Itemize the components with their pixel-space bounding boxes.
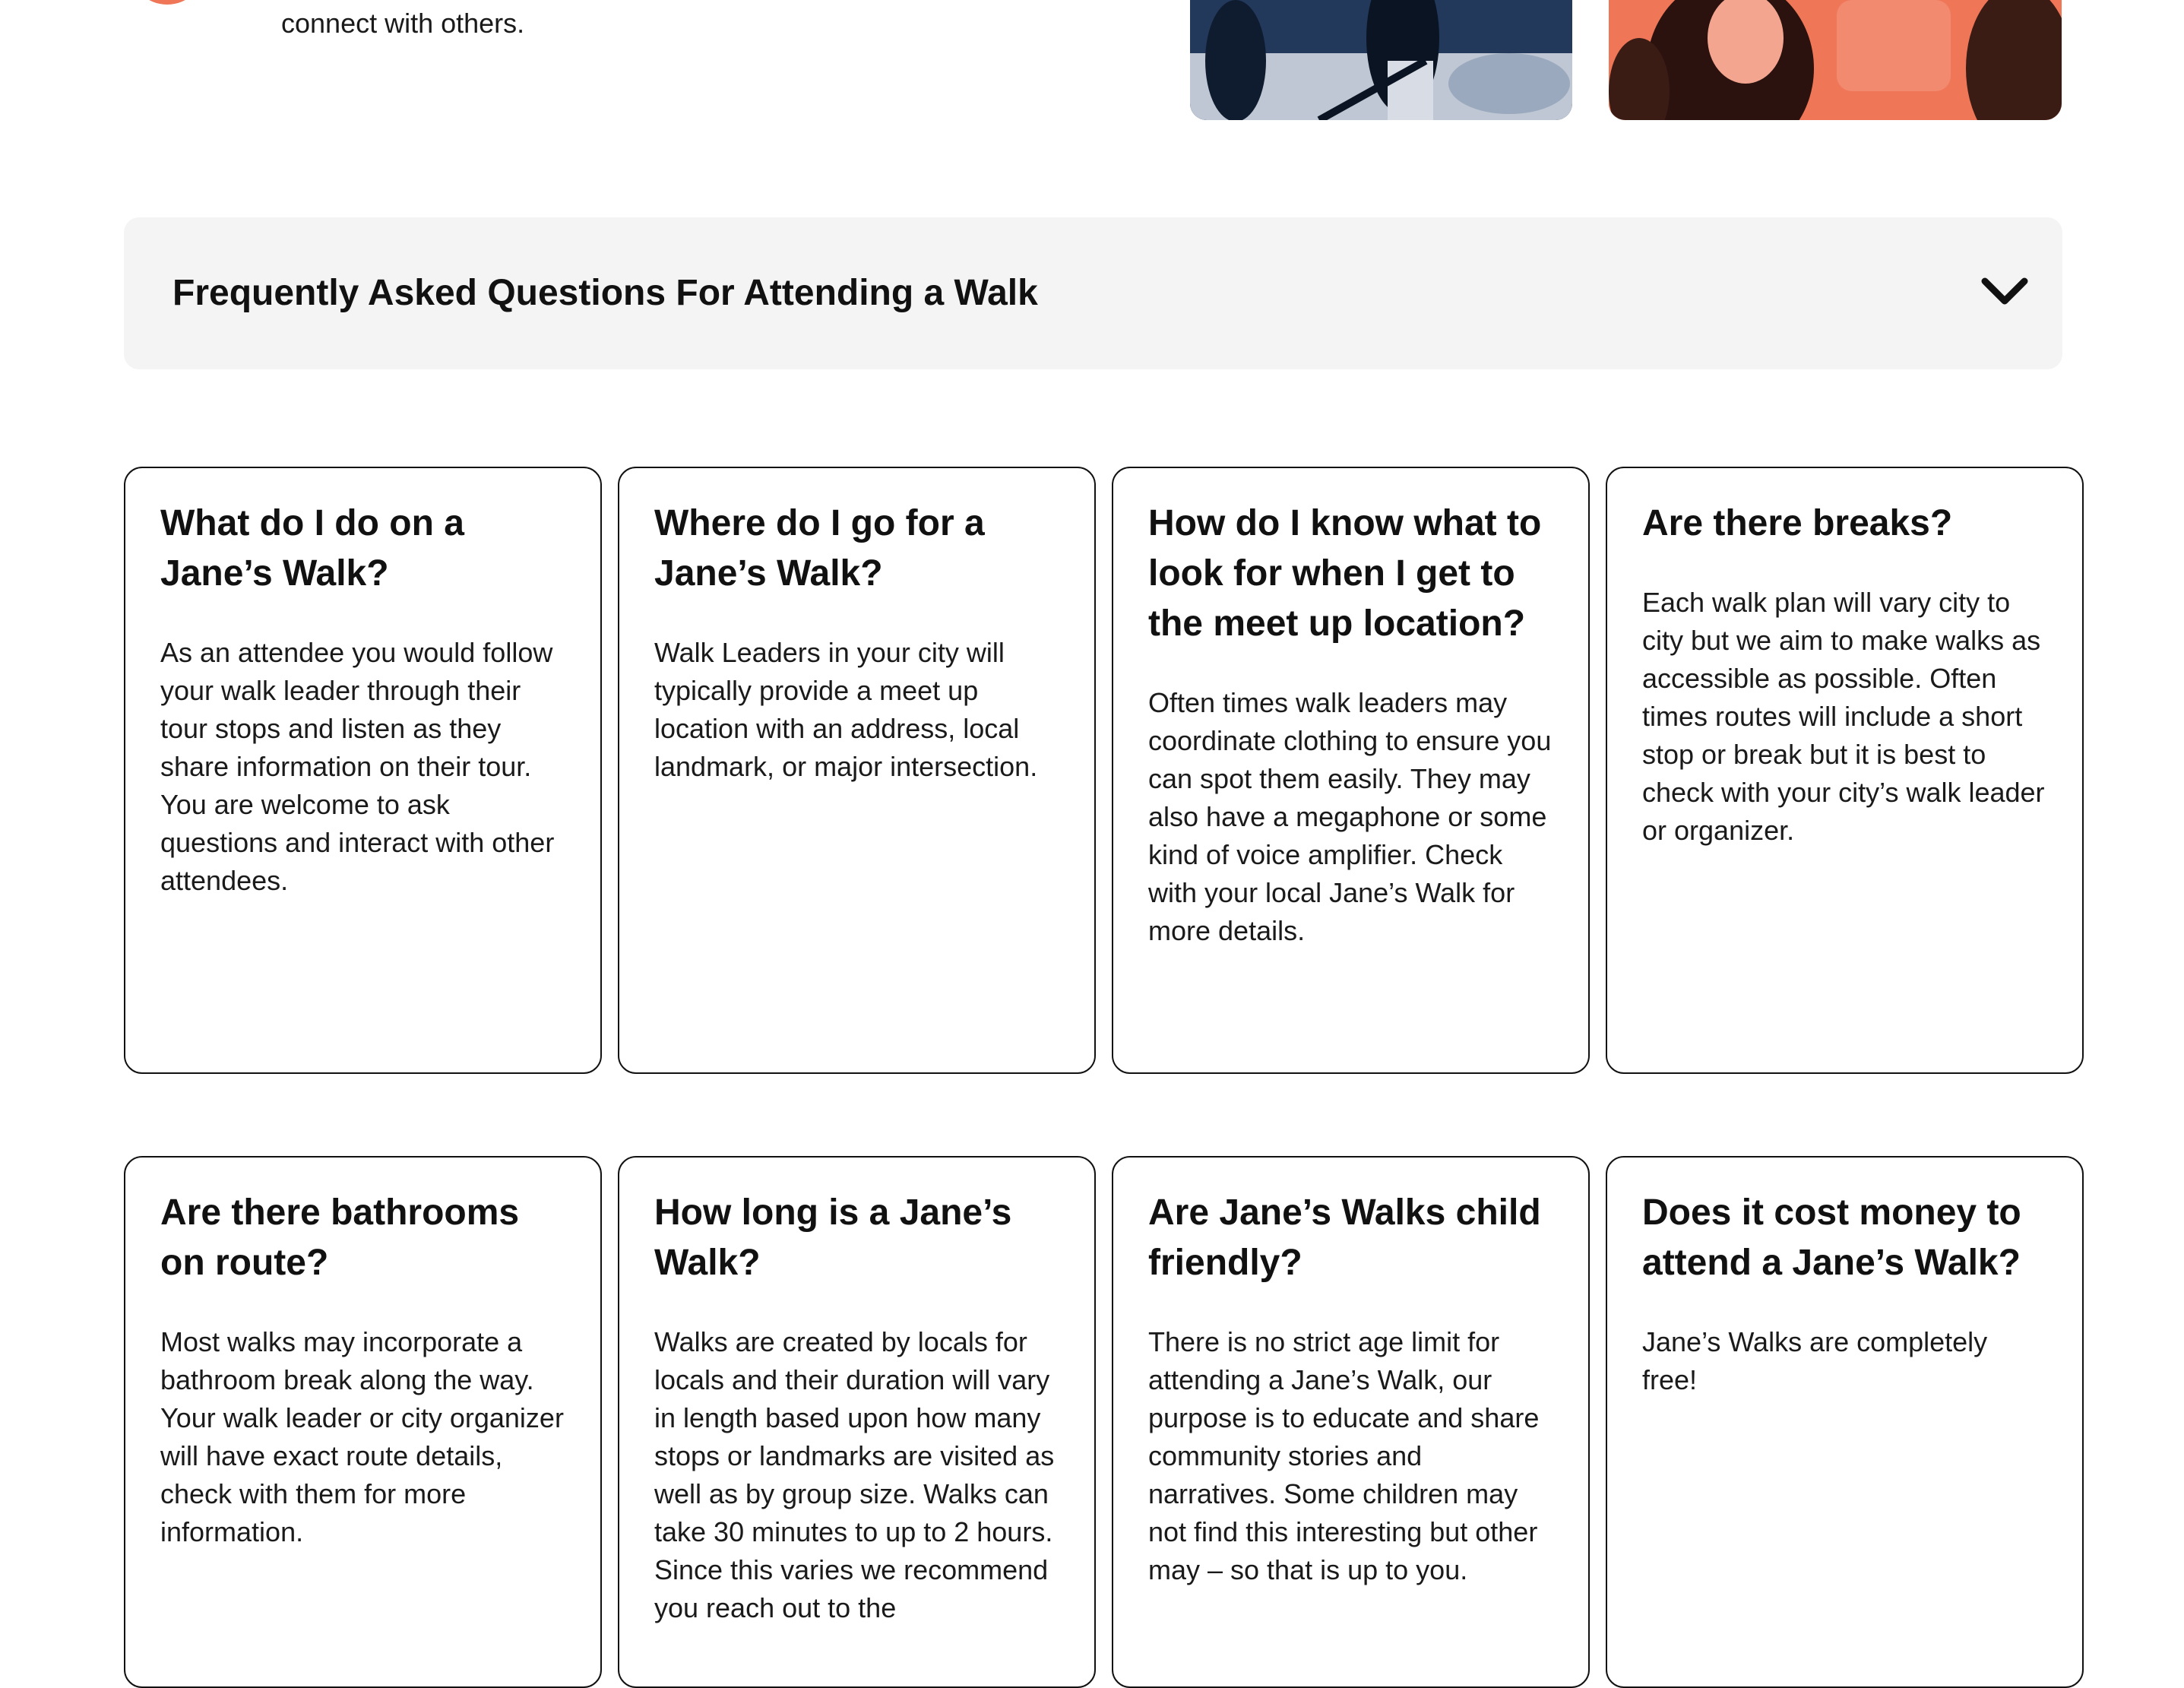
card-question: Does it cost money to attend a Jane’s Walk? [1642,1192,2021,1283]
card-answer: Each walk plan will vary city to city but we aim to make walks as accessible as possible. Often times routes will include a short stop or break but it is best to check with your city’s walk leader or organizer. [1642,587,2045,846]
faq-card-breaks [1606,467,2084,1074]
faq-accordion-header[interactable] [124,217,2062,369]
card-question: How do I know what to look for when I get to the meet up location? [1148,503,1542,644]
card-answer: Jane’s Walks are completely free! [1642,1326,1988,1395]
card-question: Are there bathrooms on route? [160,1192,520,1283]
card-answer: There is no strict age limit for attending a Jane’s Walk, our purpose is to educate and share community stories and narratives. Some children may not find this interesting but other may – so that is up to you. [1148,1326,1540,1585]
card-answer: As an attendee you would follow your walk leader through their tour stops and listen as they share information on their tour. You are welcome to ask questions and interact with other attendees. [160,637,555,896]
faq-card-what-to-do [124,467,602,1074]
card-question: Are Jane’s Walks child friendly? [1148,1192,1541,1283]
photo-people-illustration [1190,0,1572,120]
intro-text-fragment: connect with others. [281,8,525,39]
faq-card-cost [1606,1156,2084,1688]
card-answer: Often times walk leaders may coordinate clothing to ensure you can spot them easily. They may also have a megaphone or some kind of voice amplifier. Check with your local Jane’s Walk for more details. [1148,687,1552,946]
faq-card-meet-up-location [1112,467,1590,1074]
faq-card-where-to-go [618,467,1096,1074]
faq-section-title: Frequently Asked Questions For Attending a Walk [173,273,1038,313]
card-answer: Most walks may incorporate a bathroom break along the way. Your walk leader or city organizer will have exact route details, check with them for more information. [160,1326,564,1547]
card-question: Where do I go for a Jane’s Walk? [654,503,985,594]
chevron-down-icon[interactable] [1980,275,2029,309]
card-question: What do I do on a Jane’s Walk? [160,503,464,594]
faq-card-duration [618,1156,1096,1688]
card-answer: Walks are created by locals for locals and their duration will vary in length based upon how many stops or landmarks are visited as well as by group size. Walks can take 30 minutes to up to 2 hours. Since this varies we recommend you reach out to the [654,1326,1055,1623]
card-question: How long is a Jane’s Walk? [654,1192,1012,1283]
accent-circle-decoration [129,0,205,5]
card-question: Are there breaks? [1642,503,1953,543]
faq-card-child-friendly [1112,1156,1590,1688]
card-answer: Walk Leaders in your city will typically provide a meet up location with an address, local landmark, or major intersection. [654,637,1038,782]
walk-photo-orange [1609,0,2062,120]
walk-photo-blue [1190,0,1572,120]
faq-card-bathrooms [124,1156,602,1688]
photo-crowd-illustration [1609,0,2062,120]
